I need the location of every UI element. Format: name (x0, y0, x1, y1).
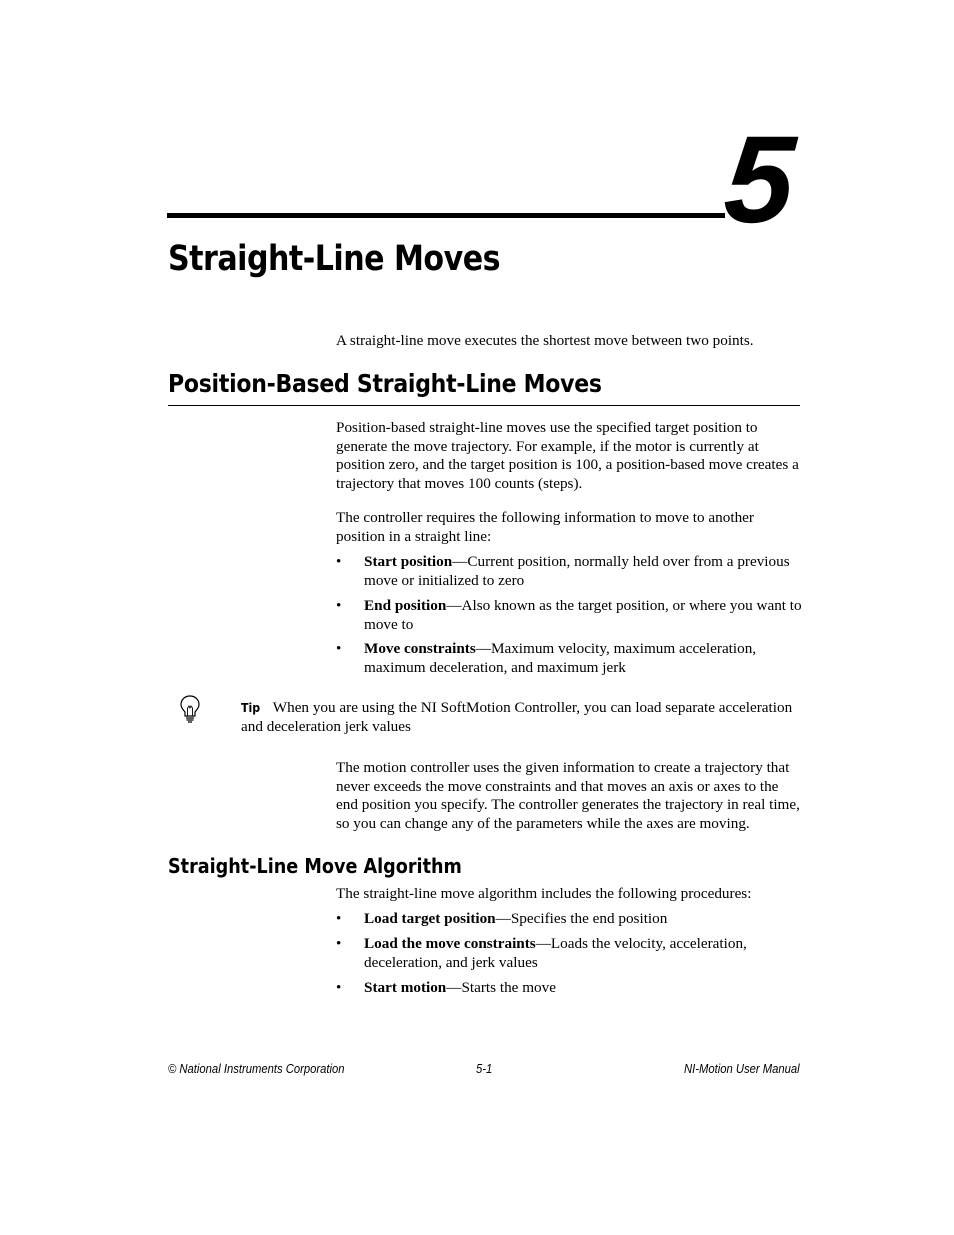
list-item-term: Start position (364, 553, 453, 570)
list-item-term: Start motion (364, 979, 447, 996)
list-item-text (364, 553, 804, 590)
list-item-text (364, 597, 804, 634)
list-item (336, 640, 802, 680)
bullet-marker: • (336, 979, 342, 996)
list-item-term: End position (364, 597, 447, 614)
list-item-term: Move constraints (364, 640, 476, 657)
subsection-heading: Straight-Line Move Algorithm (168, 854, 462, 878)
chapter-number: 5 (720, 111, 799, 249)
tip-note (241, 699, 803, 736)
list-item (336, 597, 802, 637)
section-paragraph-2: The controller requires the following information to move to another position in a straight line: (336, 509, 754, 545)
chapter-title: Straight-Line Moves (168, 239, 501, 279)
list-item-description: —Also known as the target position, or where you want to move to (364, 597, 802, 633)
section-heading: Position-Based Straight-Line Moves (168, 369, 602, 398)
bullet-marker: • (336, 640, 342, 657)
chapter-rule (167, 213, 725, 218)
bullet-marker: • (336, 597, 342, 614)
list-item-description: —Maximum velocity, maximum acceleration, maximum deceleration, and maximum jerk (364, 640, 757, 676)
list-item (336, 979, 802, 1001)
list-item (336, 935, 802, 975)
list-item (336, 910, 802, 932)
lightbulb-icon (178, 694, 202, 724)
list-item-description: —Current position, normally held over from a previous move or initialized to zero (364, 553, 790, 589)
list-item-description: —Loads the velocity, acceleration, deceleration, and jerk values (364, 935, 747, 971)
list-item-description: —Specifies the end position (495, 910, 668, 927)
subsection-intro: The straight-line move algorithm includes the following procedures: (336, 885, 752, 902)
list-item (336, 553, 802, 593)
list-item-term: Load the move constraints (364, 935, 536, 952)
bullet-marker: • (336, 553, 342, 570)
list-item-text (364, 935, 804, 972)
footer-copyright: © National Instruments Corporation (168, 1062, 345, 1076)
bullet-marker: • (336, 935, 342, 952)
tip-label: Tip (241, 700, 261, 715)
footer-manual-title: NI-Motion User Manual (684, 1062, 800, 1076)
list-item-description: —Starts the move (446, 979, 556, 996)
list-item-text (364, 979, 804, 998)
section-rule (168, 405, 800, 406)
list-item-text (364, 640, 804, 677)
section-paragraph-3: The motion controller uses the given information to create a trajectory that never exceeds the move constraints and that moves an axis or axes to the end position you specify. The controller generates the trajectory in real time, so you can change any of the parameters while the axes are moving. (336, 759, 800, 832)
footer-page-number: 5-1 (476, 1062, 493, 1076)
list-item-text (364, 910, 804, 929)
section-paragraph-1: Position-based straight-line moves use the specified target position to generate the move trajectory. For example, if the motor is currently at position zero, and the target position is 100, a position-based move creates a trajectory that moves 100 counts (steps). (336, 419, 799, 492)
bullet-marker: • (336, 910, 342, 927)
tip-text: When you are using the NI SoftMotion Controller, you can load separate acceleration and deceleration jerk values (241, 699, 793, 735)
list-item-term: Load target position (364, 910, 496, 927)
chapter-intro: A straight-line move executes the shortest move between two points. (336, 332, 754, 349)
